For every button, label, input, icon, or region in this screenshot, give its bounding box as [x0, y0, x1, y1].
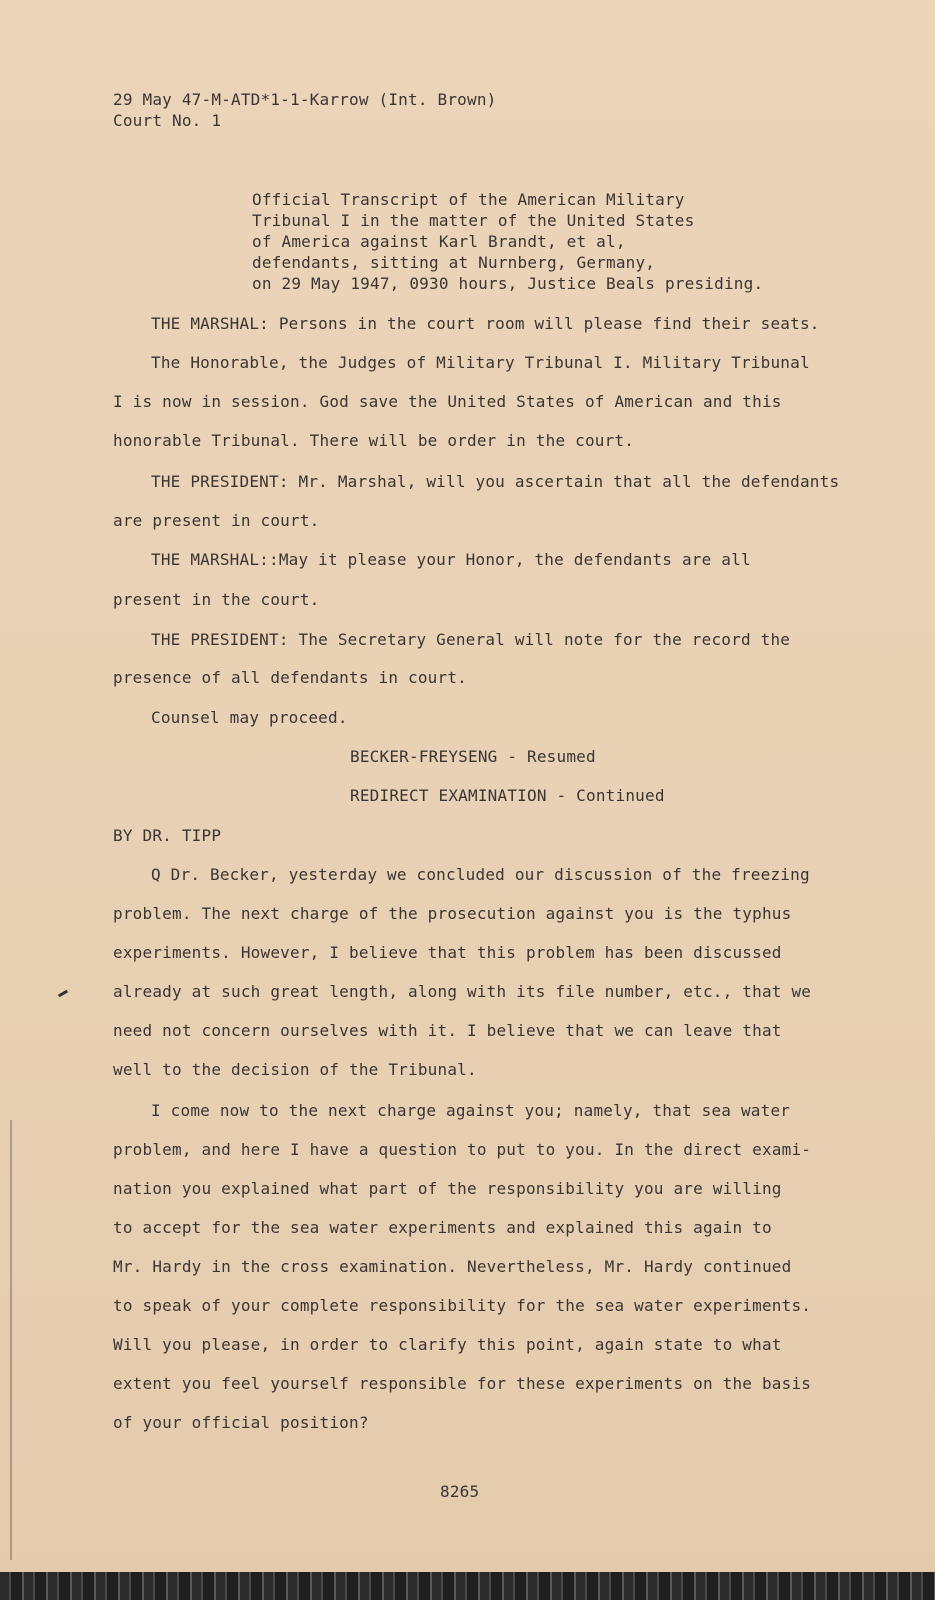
page-number: 8265 [440, 1482, 480, 1501]
margin-binding-line [10, 1120, 12, 1560]
president-statement-line: presence of all defendants in court. [113, 668, 467, 687]
president-statement-line: THE PRESIDENT: The Secretary General will note for the record the [151, 630, 791, 649]
question-line: Q Dr. Becker, yesterday we concluded our discussion of the freezing [151, 865, 810, 884]
binding-strip [0, 1572, 935, 1600]
section-heading-examination: REDIRECT EXAMINATION - Continued [350, 786, 665, 805]
question-line: I come now to the next charge against you; namely, that sea water [151, 1101, 791, 1120]
marshal-statement-line: The Honorable, the Judges of Military Tribunal I. Military Tribunal [151, 353, 810, 372]
question-line: experiments. However, I believe that this problem has been discussed [113, 943, 782, 962]
header-line-1: 29 May 47-M-ATD*1-1-Karrow (Int. Brown) [113, 90, 497, 109]
marshal-reply-line: THE MARSHAL::May it please your Honor, the defendants are all [151, 550, 751, 569]
question-line: to speak of your complete responsibility for the sea water experiments. [113, 1296, 812, 1315]
section-heading-witness: BECKER-FREYSENG - Resumed [350, 747, 596, 766]
header-line-2: Court No. 1 [113, 111, 222, 130]
question-line: already at such great length, along with its file number, etc., that we [113, 982, 812, 1001]
caption-line: defendants, sitting at Nurnberg, Germany, [252, 253, 656, 272]
question-line: problem, and here I have a question to put to you. In the direct exami- [113, 1140, 812, 1159]
question-line: extent you feel yourself responsible for these experiments on the basis [113, 1374, 812, 1393]
margin-mark [58, 990, 68, 998]
question-line: Mr. Hardy in the cross examination. Nevertheless, Mr. Hardy continued [113, 1257, 792, 1276]
question-line: need not concern ourselves with it. I believe that we can leave that [113, 1021, 782, 1040]
caption-line: Official Transcript of the American Military [252, 190, 685, 209]
marshal-statement-line: honorable Tribunal. There will be order in the court. [113, 431, 635, 450]
marshal-statement-line: I is now in session. God save the United States of American and this [113, 392, 782, 411]
caption-line: on 29 May 1947, 0930 hours, Justice Beals presiding. [252, 274, 764, 293]
question-line: of your official position? [113, 1413, 369, 1432]
question-line: problem. The next charge of the prosecution against you is the typhus [113, 904, 792, 923]
marshal-reply-line: present in the court. [113, 590, 320, 609]
question-line: to accept for the sea water experiments and explained this again to [113, 1218, 772, 1237]
president-statement-line: are present in court. [113, 511, 320, 530]
question-line: well to the decision of the Tribunal. [113, 1060, 477, 1079]
counsel-line: Counsel may proceed. [151, 708, 348, 727]
caption-line: Tribunal I in the matter of the United States [252, 211, 695, 230]
question-line: Will you please, in order to clarify this point, again state to what [113, 1335, 782, 1354]
question-line: nation you explained what part of the responsibility you are willing [113, 1179, 782, 1198]
caption-line: of America against Karl Brandt, et al, [252, 232, 626, 251]
marshal-statement-line: THE MARSHAL: Persons in the court room will please find their seats. [151, 314, 820, 333]
president-statement-line: THE PRESIDENT: Mr. Marshal, will you ascertain that all the defendants [151, 472, 840, 491]
examiner-line: BY DR. TIPP [113, 826, 222, 845]
